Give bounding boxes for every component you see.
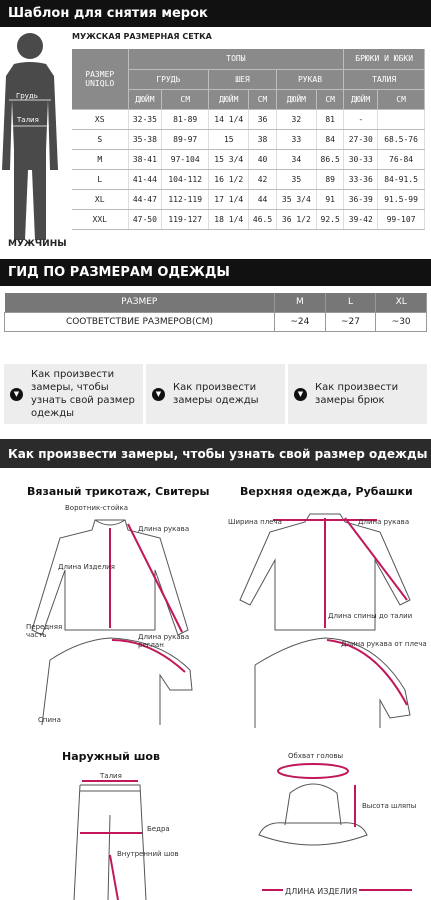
- guide-row-xl: ~30: [376, 312, 427, 331]
- body-silhouette-icon: [2, 30, 60, 250]
- pants-title: Наружный шов: [62, 750, 160, 763]
- guide-row-m: ~24: [275, 312, 326, 331]
- table-cell: 36: [249, 109, 276, 129]
- card-label: Как произвести замеры, чтобы узнать свой размер одежды: [31, 369, 135, 419]
- table-cell: -: [344, 109, 378, 129]
- table-cell: 99-107: [378, 209, 425, 229]
- card-label: Как произвести замеры одежды: [173, 382, 259, 406]
- table-cell: 44-47: [128, 189, 162, 209]
- how-to-measure-bar: [0, 439, 431, 468]
- table-cell: 89: [317, 169, 344, 189]
- hat-diagram-icon: [255, 755, 370, 855]
- table-cell: 76-84: [378, 149, 425, 169]
- table-cell: 112-119: [162, 189, 209, 209]
- table-cell: 32: [276, 109, 316, 129]
- table-cell: 46.5: [249, 209, 276, 229]
- pants-inseam-label: Внутренний шов: [117, 850, 179, 858]
- guide-row-label: СООТВЕТСТВИЕ РАЗМЕРОВ(СМ): [5, 312, 275, 331]
- tops-header: ТОПЫ: [128, 49, 344, 69]
- header-bar: [0, 0, 431, 27]
- table-cell: 104-112: [162, 169, 209, 189]
- knit-raglan-label: Длина рукава реглан: [138, 633, 190, 649]
- unit-cm: СМ: [249, 89, 276, 109]
- table-cell: 36 1/2: [276, 209, 316, 229]
- chevron-down-icon: ▼: [294, 388, 307, 401]
- table-row: [72, 189, 425, 209]
- hat-circ-label: Обхват головы: [288, 752, 344, 760]
- card-label: Как произвести замеры брюк: [315, 382, 399, 406]
- unit-cm: СМ: [162, 89, 209, 109]
- measure-pants-card[interactable]: [288, 364, 427, 424]
- table-cell: 27-30: [344, 129, 378, 149]
- unit-in: ДЮЙМ: [276, 89, 316, 109]
- outer-title: Верхняя одежда, Рубашки: [240, 485, 413, 498]
- table-cell: 40: [249, 149, 276, 169]
- table-row: [72, 129, 425, 149]
- table-cell: 38-41: [128, 149, 162, 169]
- table-cell: 44: [249, 189, 276, 209]
- outer-sleeve-shoulder-label: Длина рукава от плеча: [341, 640, 427, 648]
- sleeve-header: РУКАВ: [276, 69, 344, 89]
- chest-label: Грудь: [16, 92, 38, 100]
- bottoms-header: БРЮКИ И ЮБКИ: [344, 49, 425, 69]
- table-cell: 97-104: [162, 149, 209, 169]
- unit-in: ДЮЙМ: [209, 89, 249, 109]
- table-cell: 39-42: [344, 209, 378, 229]
- table-cell: 35: [276, 169, 316, 189]
- chevron-down-icon: ▼: [10, 388, 23, 401]
- table-cell: 42: [249, 169, 276, 189]
- table-cell: 89-97: [162, 129, 209, 149]
- chevron-down-icon: ▼: [152, 388, 165, 401]
- table-cell: 119-127: [162, 209, 209, 229]
- how-to-measure-title: Как произвести замеры, чтобы узнать свой размер одежды: [8, 446, 428, 461]
- knit-sleeve-label: Длина рукава: [138, 525, 190, 533]
- size-cell: XL: [72, 189, 128, 209]
- knit-length-label: Длина Изделия: [58, 563, 115, 571]
- chart-title: МУЖСКАЯ РАЗМЕРНАЯ СЕТКА: [72, 32, 212, 41]
- table-cell: 15 3/4: [209, 149, 249, 169]
- pants-hip-label: Бедра: [147, 825, 170, 833]
- table-cell: 81-89: [162, 109, 209, 129]
- size-header: РАЗМЕР UNIQLO: [72, 49, 128, 109]
- table-cell: 47-50: [128, 209, 162, 229]
- table-cell: 68.5-76: [378, 129, 425, 149]
- knit-title: Вязаный трикотаж, Свитеры: [27, 485, 210, 498]
- size-cell: XXL: [72, 209, 128, 229]
- unit-cm: СМ: [378, 89, 425, 109]
- table-cell: 33-36: [344, 169, 378, 189]
- table-cell: [378, 109, 425, 129]
- waist-header: ТАЛИЯ: [344, 69, 425, 89]
- men-label: МУЖЧИНЫ: [8, 239, 67, 249]
- outer-shoulder-label: Ширина плеча: [228, 518, 282, 526]
- table-cell: 86.5: [317, 149, 344, 169]
- size-cell: XS: [72, 109, 128, 129]
- neck-header: ШЕЯ: [209, 69, 277, 89]
- table-cell: 81: [317, 109, 344, 129]
- knit-front-label: Передняя часть: [26, 623, 63, 639]
- table-cell: 91.5-99: [378, 189, 425, 209]
- hat-height-label: Высота шляпы: [362, 802, 417, 810]
- guide-head-xl: XL: [376, 293, 427, 312]
- knit-back-label: Спина: [38, 716, 61, 724]
- unit-cm: СМ: [317, 89, 344, 109]
- measure-body-card[interactable]: [4, 364, 143, 424]
- size-cell: M: [72, 149, 128, 169]
- table-cell: 34: [276, 149, 316, 169]
- table-row: [72, 209, 425, 229]
- sweater-diagram-icon: [20, 500, 210, 730]
- table-cell: 41-44: [128, 169, 162, 189]
- table-row: [72, 149, 425, 169]
- size-cell: S: [72, 129, 128, 149]
- guide-bar: [0, 259, 431, 286]
- guide-head-size: РАЗМЕР: [5, 293, 275, 312]
- table-cell: 17 1/4: [209, 189, 249, 209]
- table-cell: 33: [276, 129, 316, 149]
- table-cell: 35-38: [128, 129, 162, 149]
- knit-collar-label: Воротник-стойка: [65, 504, 129, 512]
- table-cell: 14 1/4: [209, 109, 249, 129]
- table-cell: 84: [317, 129, 344, 149]
- size-guide-table: [4, 293, 427, 332]
- table-row: [72, 169, 425, 189]
- outer-sleeve-label: Длина рукава: [358, 518, 410, 526]
- chest-header: ГРУДЬ: [128, 69, 209, 89]
- table-cell: 36-39: [344, 189, 378, 209]
- table-cell: 15: [209, 129, 249, 149]
- unit-in: ДЮЙМ: [128, 89, 162, 109]
- guide-title: ГИД ПО РАЗМЕРАМ ОДЕЖДЫ: [8, 265, 230, 280]
- guide-head-m: M: [275, 293, 326, 312]
- waist-label: Талия: [17, 116, 39, 124]
- guide-head-l: L: [325, 293, 376, 312]
- unit-in: ДЮЙМ: [344, 89, 378, 109]
- table-cell: 92.5: [317, 209, 344, 229]
- table-cell: 18 1/4: [209, 209, 249, 229]
- pants-diagram-icon: [60, 775, 180, 900]
- table-cell: 16 1/2: [209, 169, 249, 189]
- table-cell: 35 3/4: [276, 189, 316, 209]
- pants-waist-label: Талия: [100, 772, 122, 780]
- table-cell: 32-35: [128, 109, 162, 129]
- table-cell: 30-33: [344, 149, 378, 169]
- guide-row-l: ~27: [325, 312, 376, 331]
- table-cell: 38: [249, 129, 276, 149]
- outer-back-length-label: Длина спины до талии: [328, 612, 413, 620]
- table-cell: 91: [317, 189, 344, 209]
- table-cell: 84-91.5: [378, 169, 425, 189]
- item-length-label: ДЛИНА ИЗДЕЛИЯ: [285, 887, 358, 896]
- size-cell: L: [72, 169, 128, 189]
- table-row: [72, 109, 425, 129]
- measure-clothing-card[interactable]: [146, 364, 285, 424]
- size-chart-table: [72, 49, 425, 230]
- header-title: Шаблон для снятия мерок: [8, 6, 208, 21]
